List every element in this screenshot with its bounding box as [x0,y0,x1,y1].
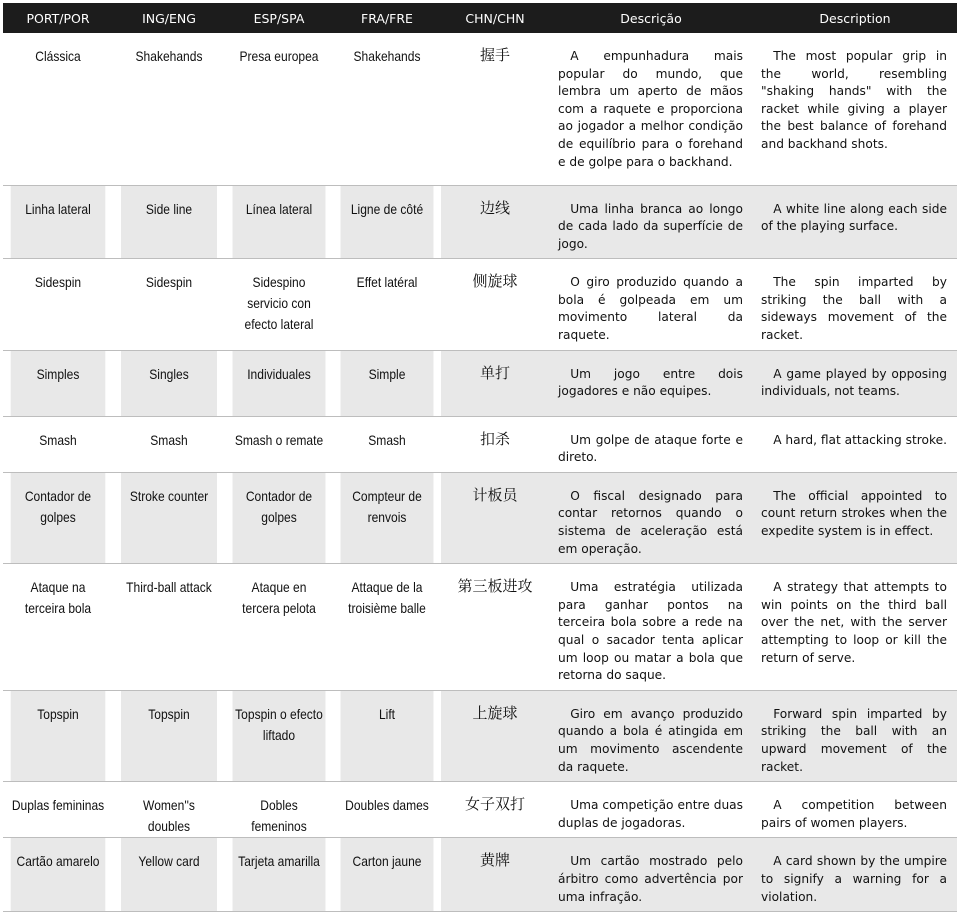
header-desc-en: Description [753,3,957,33]
term-chn: 边线 [441,185,549,259]
desc-pt: Uma estratégia utilizada para ganhar pontos na terceira bola sobre a rede na qual o sacador tenta aplicar um loop ou matar a bola que retorna do saque. [558,580,743,683]
desc-en-cell [753,185,957,259]
desc-en: A hard, flat attacking stroke. [773,432,947,447]
term-eng: Singles [121,350,217,416]
term-por: Cartão amarelo [11,838,106,912]
term-chn: 单打 [441,350,549,416]
table-body [3,33,957,912]
header-chn: CHN/CHN [441,3,549,33]
term-spa: Dobles femeninos [233,782,326,838]
desc-pt: A empunhadura mais popular do mundo, que lembra um aperto de mãos com a raquete e proporciona ao jogador a melhor condição de equilíbrio para o forehand e de golpe para o backhand. [558,49,743,169]
table-row [3,564,957,691]
desc-pt-cell [549,838,753,912]
desc-en-cell [753,259,957,350]
term-eng: Yellow card [121,838,217,912]
table-row [3,33,957,185]
term-fre: Lift [341,690,434,781]
table-row [3,838,957,912]
desc-en-cell [753,416,957,472]
header-desc-pt: Descrição [549,3,753,33]
desc-en-cell [753,472,957,563]
term-por: Contador de golpes [11,472,106,563]
term-por: Sidespin [11,259,106,350]
desc-en-cell [753,838,957,912]
term-chn: 计板员 [441,472,549,563]
term-por: Linha lateral [11,185,106,259]
desc-pt-cell [549,350,753,416]
term-fre: Carton jaune [341,838,434,912]
desc-pt: Um jogo entre dois jogadores e não equipes. [558,366,743,399]
term-chn: 握手 [441,33,549,185]
desc-en: The most popular grip in the world, resembling "shaking hands" with the racket while giving a player the best balance of forehand and backhand shots. [761,49,947,151]
desc-en: A strategy that attempts to win points on the third ball over the net, with the server attempting to loop or kill the return of serve. [761,580,947,665]
header-fre: FRA/FRE [333,3,441,33]
desc-en-cell [753,33,957,185]
desc-en-cell [753,782,957,838]
table-row [3,690,957,781]
desc-en: The spin imparted by striking the ball with a sideways movement of the racket. [761,275,947,343]
desc-pt: O fiscal designado para contar retornos quando o sistema de aceleração está em operação. [558,488,743,556]
term-fre: Shakehands [341,33,434,185]
term-spa: Individuales [233,350,326,416]
term-eng: Topspin [121,690,217,781]
term-spa: Topspin o efecto liftado [233,690,326,781]
term-por: Ataque na terceira bola [11,564,106,691]
term-spa: Contador de golpes [233,472,326,563]
term-chn: 黄牌 [441,838,549,912]
desc-en-cell [753,564,957,691]
term-fre: Effet latéral [341,259,434,350]
table-row [3,350,957,416]
term-eng: Smash [121,416,217,472]
term-eng: Women''s doubles [121,782,217,838]
desc-pt-cell [549,782,753,838]
term-fre: Attaque de la troisième balle [341,564,434,691]
term-eng: Shakehands [121,33,217,185]
desc-pt: Um golpe de ataque forte e direto. [558,432,743,465]
desc-pt-cell [549,185,753,259]
desc-pt: O giro produzido quando a bola é golpeada em um movimento lateral da raquete. [558,275,743,343]
term-eng: Stroke counter [121,472,217,563]
desc-en-cell [753,350,957,416]
header-spa: ESP/SPA [225,3,333,33]
term-spa: Presa europea [233,33,326,185]
term-spa: Smash o remate [233,416,326,472]
term-eng: Third-ball attack [121,564,217,691]
term-fre: Compteur de renvois [341,472,434,563]
term-chn: 女子双打 [441,782,549,838]
desc-en-cell [753,690,957,781]
header-row [3,3,957,33]
term-chn: 上旋球 [441,690,549,781]
table-row [3,416,957,472]
desc-pt-cell [549,472,753,563]
desc-en: A white line along each side of the playing surface. [761,201,947,234]
term-por: Smash [11,416,106,472]
table-row [3,185,957,259]
term-fre: Doubles dames [341,782,434,838]
desc-pt: Giro em avanço produzido quando a bola é atingida em um movimento ascendente da raquete. [558,706,743,774]
term-eng: Side line [121,185,217,259]
term-chn: 扣杀 [441,416,549,472]
term-eng: Sidespin [121,259,217,350]
desc-en: A competition between pairs of women players. [761,798,947,830]
header-por: PORT/POR [3,3,113,33]
term-spa: Ataque en tercera pelota [233,564,326,691]
table-row [3,472,957,563]
table-header [3,3,957,33]
term-por: Duplas femininas [11,782,106,838]
term-chn: 第三板进攻 [441,564,549,691]
desc-pt-cell [549,33,753,185]
desc-en: A game played by opposing individuals, not teams. [761,366,947,399]
desc-pt: Um cartão mostrado pelo árbitro como advertência por uma infração. [558,854,743,904]
term-chn: 侧旋球 [441,259,549,350]
term-fre: Ligne de côté [341,185,434,259]
header-eng: ING/ENG [113,3,225,33]
glossary-table [3,3,957,912]
term-por: Simples [11,350,106,416]
desc-en: A card shown by the umpire to signify a warning for a violation. [761,854,947,904]
desc-pt-cell [549,690,753,781]
term-por: Clássica [11,33,106,185]
desc-pt-cell [549,564,753,691]
desc-pt: Uma linha branca ao longo de cada lado da superfície de jogo. [558,201,743,251]
term-fre: Smash [341,416,434,472]
desc-pt: Uma competição entre duas duplas de jogadoras. [558,798,743,830]
glossary-table-wrapper [3,3,957,912]
term-spa: Tarjeta amarilla [233,838,326,912]
table-row [3,259,957,350]
term-fre: Simple [341,350,434,416]
desc-pt-cell [549,416,753,472]
term-spa: Línea lateral [233,185,326,259]
term-spa: Sidespino servicio con efecto lateral [233,259,326,350]
desc-en: Forward spin imparted by striking the ball with an upward movement of the racket. [761,706,947,774]
desc-en: The official appointed to count return strokes when the expedite system is in effect. [761,488,947,539]
term-por: Topspin [11,690,106,781]
desc-pt-cell [549,259,753,350]
table-row [3,782,957,838]
